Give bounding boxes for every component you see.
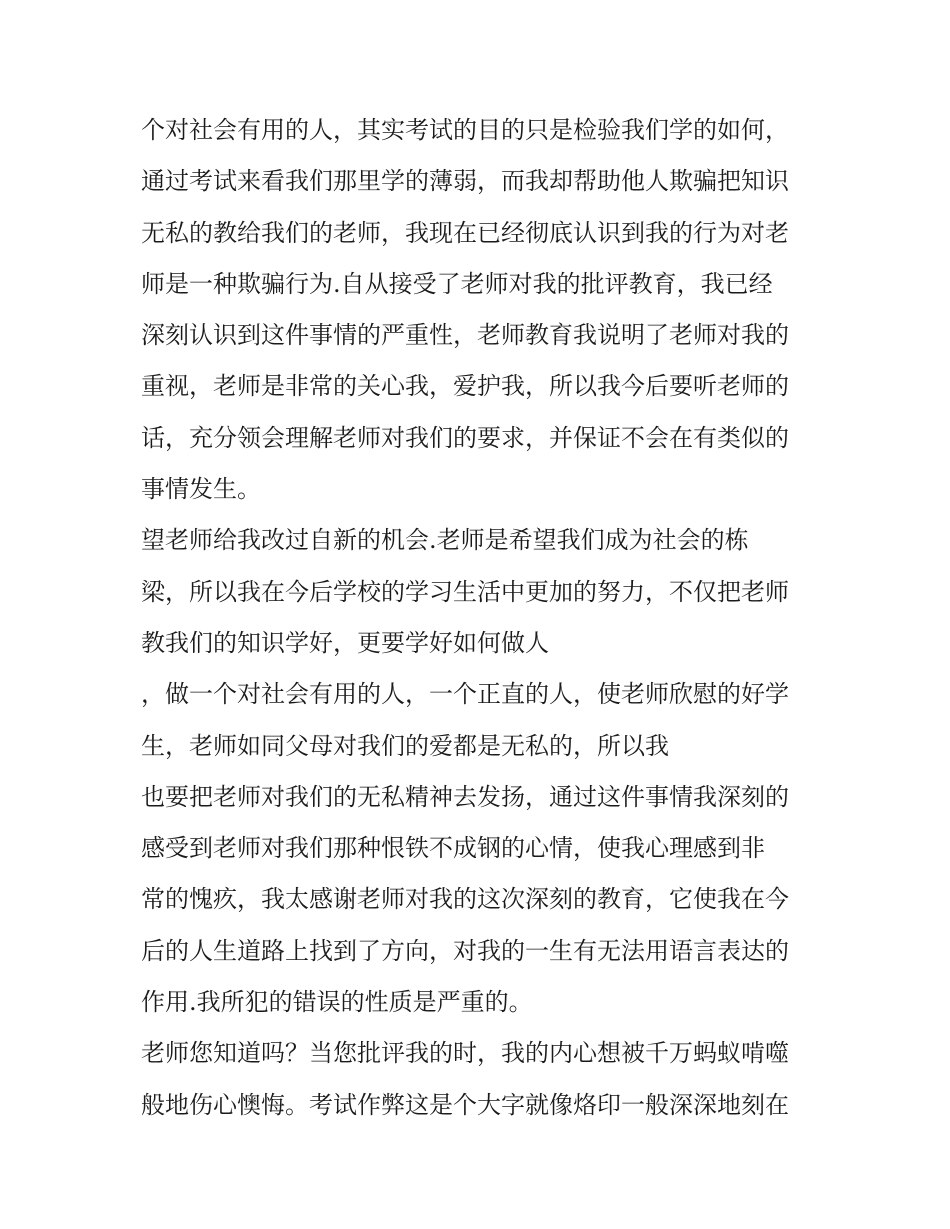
text-line-16: 常的愧疚，我太感谢老师对我的这次深刻的教育，它使我在今 (141, 885, 789, 914)
text-line-17: 后的人生道路上找到了方向，对我的一生有无法用语言表达的 (141, 936, 789, 965)
text-line-4: 师是一种欺骗行为.自从接受了老师对我的批评教育，我已经 (141, 269, 773, 298)
text-line-2: 通过考试来看我们那里学的薄弱，而我却帮助他人欺骗把知识 (141, 167, 789, 196)
text-line-20: 般地伤心懊悔。考试作弊这是个大字就像烙印一般深深地刻在 (141, 1090, 789, 1119)
text-line-15: 感受到老师对我们那种恨铁不成钢的心情，使我心理感到非 (141, 834, 765, 863)
text-line-18: 作用.我所犯的错误的性质是严重的。 (141, 988, 533, 1017)
text-line-6: 重视，老师是非常的关心我，爱护我，所以我今后要听老师的 (141, 372, 789, 401)
text-line-19: 老师您知道吗？当您批评我的时，我的内心想被千万蚂蚁啃噬 (141, 1039, 789, 1068)
text-line-3: 无私的教给我们的老师，我现在已经彻底认识到我的行为对老 (141, 218, 789, 247)
text-line-12: ，做一个对社会有用的人，一个正直的人，使老师欣慰的好学 (141, 680, 789, 709)
text-line-9: 望老师给我改过自新的机会.老师是希望我们成为社会的栋 (141, 526, 749, 555)
text-line-10: 梁，所以我在今后学校的学习生活中更加的努力，不仅把老师 (141, 577, 789, 606)
text-line-5: 深刻认识到这件事情的严重性，老师教育我说明了老师对我的 (141, 321, 789, 350)
text-line-7: 话，充分领会理解老师对我们的要求，并保证不会在有类似的 (141, 423, 789, 452)
text-line-13: 生，老师如同父母对我们的爱都是无私的，所以我 (141, 731, 669, 760)
body-text (141, 105, 821, 1131)
text-line-8: 事情发生。 (141, 475, 261, 504)
text-line-1: 个对社会有用的人，其实考试的目的只是检验我们学的如何， (141, 116, 789, 144)
text-line-11: 教我们的知识学好，更要学好如何做人 (141, 628, 549, 657)
text-line-14: 也要把老师对我们的无私精神去发扬，通过这件事情我深刻的 (141, 782, 789, 811)
